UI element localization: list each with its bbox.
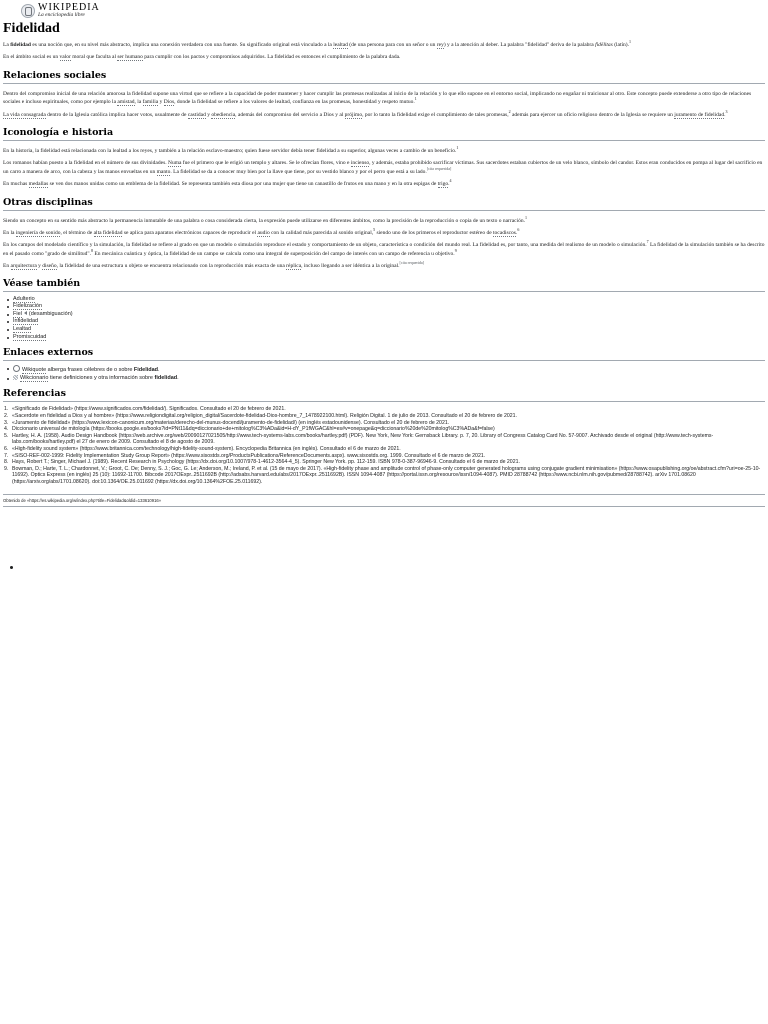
text-run: . La fidelidad se da a conocer muy bien por la llave que tiene, por su vestido blanco y por el perro que está a su lado. — [170, 168, 427, 175]
wiki-link[interactable]: trigo — [437, 181, 449, 188]
article-body — [3, 41, 765, 507]
reference-item — [4, 452, 765, 460]
text-run: Dentro del compromiso inicial de una relación amorosa la fidelidad supone una virtud que se refiere a la capacidad de poder mantener y hacer cumplir las promesas realizadas al inicio de la relación y lo que ello supone en el entorno social, implicando no engañar ni traicionar al otro. Este concepto puede extenderse a otro tipo de relaciones sociales e incluso espirituales, como por ejemplo la — [3, 90, 752, 106]
see-also-link[interactable]: Fiel — [13, 310, 22, 317]
text-run: se ven dos manos unidas como un emblema de la fidelidad. Se representa también esta diosa por una mujer que tiene un canastillo de frutos en una mano y en la otra espigas de — [48, 181, 438, 188]
wiki-link[interactable]: La vida consagrada — [3, 111, 46, 118]
reference-mark[interactable]: 4 — [449, 178, 452, 184]
wiki-link[interactable]: réplica — [286, 263, 302, 270]
text-run: En muchas — [3, 181, 29, 188]
reference-number: 8. — [4, 459, 9, 466]
reference-mark[interactable]: 6 — [517, 227, 520, 233]
wikiquote-icon — [13, 365, 20, 372]
external-bold: fidelidad — [154, 374, 178, 381]
reference-item — [4, 459, 765, 466]
reference-mark[interactable]: 2 — [508, 108, 511, 114]
reference-number: 1. — [4, 406, 9, 413]
citation-needed[interactable]: [cita requerida] — [399, 260, 425, 266]
external-link-item — [13, 365, 765, 375]
reference-item — [4, 413, 765, 420]
page-title: Fidelidad — [3, 21, 60, 36]
section-heading: Relaciones sociales — [3, 70, 765, 84]
reference-number: 7. — [4, 452, 9, 459]
see-also-link[interactable]: Adulterio — [13, 295, 35, 302]
see-also-heading: Véase también — [3, 278, 765, 292]
citation-needed[interactable]: [cita requerida] — [426, 166, 452, 172]
text-run: En la — [3, 230, 16, 237]
section-paragraph — [3, 262, 765, 270]
text-run: fue el primero que le erigió un templo y altares. Se le ofrecían flores, vino e — [181, 160, 351, 167]
reference-text[interactable]: Hartley, H. A. (1958). Audio Design Handbook (https://web.archive.org/web/20090127021505/http://www.tech-systems-labs.com/books/hartley.pdf) (PDF). New York, New York: Gernsback Library. p. 7, 20. Library of Congress Catalog Card No. 57-9007. Archivado desde el original (http://www.tech-systems-labs.com/books/hartley.pdf) el 27 de enero de 2009. Consultado el 8 de agosto de 2009. — [12, 432, 714, 446]
reference-mark[interactable]: 3 — [725, 108, 728, 114]
text-run: . — [448, 181, 450, 188]
external-bold: Fidelidad — [133, 367, 159, 374]
see-also-item — [13, 326, 765, 334]
external-end: . — [177, 374, 179, 381]
section-paragraph — [3, 241, 765, 258]
logo-tagline: La enciclopedia libre — [38, 12, 85, 18]
text-run: siendo uno de los primeros el reproductor estéreo de — [375, 230, 494, 237]
text-run: , la — [134, 99, 143, 106]
reference-mark[interactable]: 1 — [525, 214, 528, 220]
reference-item — [4, 465, 765, 486]
text-run: En — [3, 263, 11, 270]
text-run: ) y a la atención al deber. La palabra "fidelidad" deriva de la palabra — [443, 42, 596, 48]
text-run: , el término de — [60, 230, 94, 237]
text-run: , por lo tanto la fidelidad exige el cumplimiento de tales promesas, — [362, 111, 509, 118]
see-also-item — [13, 334, 765, 342]
text-run: . — [724, 111, 726, 118]
reference-item — [4, 426, 765, 433]
wikipedia-globe-icon — [21, 4, 35, 18]
reference-number: 5. — [4, 432, 9, 439]
wiki-link[interactable]: juramento de fidelidad — [674, 111, 725, 118]
section-heading: Iconología e historia — [3, 127, 765, 141]
reference-mark[interactable]: 7 — [646, 239, 649, 245]
external-links-list — [3, 365, 765, 382]
section-heading: Otras disciplinas — [3, 197, 765, 211]
text-run: moral que faculta al — [70, 54, 118, 61]
see-also-item — [13, 318, 765, 326]
wiki-link[interactable]: diseño — [42, 263, 57, 270]
wiki-link[interactable]: Numa — [167, 160, 182, 167]
reference-number: 2. — [4, 413, 9, 420]
external-link[interactable]: Wikcionario — [20, 374, 49, 381]
reference-number: 4. — [4, 426, 9, 433]
reference-text[interactable]: «High-fidelity sound system» (https://www.britannica.com/technology/high-fidelity-sound-system). Encyclopedia Britannica (en inglés). Consultado el 6 de marzo de 2021. — [12, 446, 401, 452]
reference-mark[interactable]: 1 — [414, 96, 417, 102]
text-run: y — [158, 99, 164, 106]
text-run: En el ámbito social es un — [3, 54, 60, 61]
wiki-link[interactable]: incienso — [350, 160, 370, 167]
text-run: , incluso llegando a ser idéntica a la original. — [301, 263, 400, 270]
section-paragraph — [3, 108, 765, 119]
text-run: En la historia, la fidelidad está relacionada con la lealtad a los reyes, y también a la relación esclavo-maestro; quien fuese servidor debía tener fidelidad a su superior, algunas veces a cambio de un beneficio. — [3, 148, 457, 155]
section-paragraph — [3, 229, 765, 237]
external-link[interactable]: Wikiquote — [22, 367, 47, 374]
text-run: y — [36, 263, 43, 270]
reference-text[interactable]: Hays, Robert T.; Singer, Michael J. (1989). Recent Research in Psychology (https://dx.doi.org/10.1007/978-1-4612-3564-4_5). Springer New York. pp. 112-159. ISBN 978-0-387-96946-9. Consultado el 6 de marzo de 2021. — [12, 459, 520, 466]
section-paragraph — [3, 180, 765, 188]
text-run: Siendo un concepto en su sentido más abstracto la permanencia inmutable de una palabra o cosa considerada cierta, la expresión puede utilizarse en diferentes ámbitos, como la precisión de la reproducción o copia de un texto o narración. — [3, 217, 526, 224]
external-links-heading: Enlaces externos — [3, 347, 765, 361]
text-run: (de una persona para con un señor o un — [347, 42, 437, 48]
external-link-item — [13, 375, 765, 383]
see-also-link[interactable]: Promiscuidad — [13, 333, 47, 340]
wiki-link[interactable]: valor — [59, 54, 71, 61]
text-run: En mecánica cuántica y óptica, la fidelidad de un campo se calcula como una integral de superposición del campo de interés con un campo de referencia u objetivo. — [93, 250, 455, 257]
spacer — [3, 486, 765, 494]
reference-text[interactable]: «Sacerdote en fidelidad a Dios y al hombre» (https://www.religiondigital.org/religion_digital/Sacerdote-fidelidad-Dios-hombre_7_1478922100.html). Religión Digital. 1 de julio de 2013. Consultado el 20 de febrero de 2021. — [12, 413, 517, 420]
reference-number: 6. — [4, 446, 9, 452]
text-run: Los romanos habían puesto a la fidelidad en el número de sus divinidades. — [3, 160, 168, 167]
text-run: . — [515, 230, 518, 237]
text-run: además para ejercer un oficio religioso dentro de la Iglesia se requiere un — [510, 111, 675, 118]
wiki-link[interactable]: familia — [142, 99, 159, 106]
text-run: , además del compromiso del servicio a Dios y al — [235, 111, 345, 118]
speaker-icon — [24, 311, 27, 315]
reference-mark[interactable]: 9 — [454, 248, 457, 254]
references-list — [3, 406, 765, 485]
wiki-link[interactable]: prójimo — [344, 111, 363, 118]
reference-mark[interactable]: 5 — [373, 227, 376, 233]
external-text: alberga frases célebres de o sobre — [46, 367, 134, 374]
logo-wordmark: WIKIPEDIA — [38, 2, 100, 13]
italic-term: fidēlitas — [595, 42, 613, 48]
wiki-link[interactable]: ingeniería de sonido — [15, 230, 61, 237]
reference-item — [4, 406, 765, 413]
wiki-link[interactable]: Dios — [163, 99, 175, 106]
text-run: dentro de la Iglesia católica implica hacer votos, usualmente de — [45, 111, 188, 118]
wiki-link[interactable]: alta fidelidad — [93, 230, 123, 237]
bold-term: fidelidad — [10, 42, 31, 48]
see-also-item — [13, 303, 765, 311]
reference-mark[interactable]: 8 — [91, 248, 94, 254]
reference-mark[interactable]: 1 — [456, 145, 459, 151]
reference-number: 9. — [4, 465, 9, 472]
wikcionario-icon — [13, 375, 18, 380]
wiki-link[interactable]: audio — [257, 230, 270, 237]
text-run: y — [205, 111, 212, 118]
wiki-link[interactable]: amistad — [117, 99, 135, 106]
text-run: En los campos del modelado científico y la simulación, la fidelidad se refiere al grado en que un modelo o simulación reproduce el estado y comportamiento de un objeto, característica o condición del mundo real. La fidelidad es, por tanto, una medida del realismo de un modelo o simulación. — [3, 242, 647, 249]
reference-item — [4, 419, 765, 427]
text-run: , donde la fidelidad se refiere a los valores de lealtad, confianza en las promesas, honestidad y respeto mutuo. — [174, 99, 415, 106]
section-paragraph — [3, 90, 765, 107]
text-run: (latín). — [612, 42, 630, 48]
see-also-item — [13, 311, 765, 319]
text-run: se aplica para aparatos electrónicos capaces de reproducir el — [122, 230, 258, 237]
see-also-item — [13, 296, 765, 304]
reference-text[interactable]: «Juramento de fidelidad» (https://www.lexicon-canonicum.org/materias/derecho-del-munus-docendi/juramento-de-fidelidad/) (en inglés estadounidense). Consultado el 20 de febrero de 2021. — [12, 419, 450, 426]
wiki-link[interactable]: tocadiscos — [493, 230, 516, 237]
references-heading: Referencias — [3, 388, 765, 402]
intro-paragraph — [3, 41, 765, 49]
bottom-bullet — [10, 566, 13, 569]
text-run: , la fidelidad de una estructura u objeto se encuentra relacionado con la reproducción más exacta de una — [56, 263, 287, 270]
see-also-link[interactable]: Lealtad — [13, 326, 32, 333]
wiki-link[interactable]: lealtad — [333, 42, 348, 48]
see-also-list — [3, 296, 765, 342]
reference-text[interactable]: Bowman, D.; Harte, T. L.; Chardonnet, V.; Groot, C. De; Denny, S. J.; Goc, G. Le; Anderson, M.; Ireland, P. et al. (15 de mayo de 2017). «High-fidelity phase and amplitude control of phase-only computer generated holograms using conjugate gradient minimisation» (https://www.osapublishing.org/oe/abstract.cfm?uri=oe-25-10-11692). Optics Express (en inglés) 25 (10): 11692-11700. Bibcode 2017OExpr..2511692B (http://adsabs.harvard.edu/abs/2017OExpr..2511692B). ISSN 1094-4087 (https://portal.issn.org/resource/issn/1094-4087). PMID 28788742 (https://www.ncbi.nlm.nih.gov/pubmed/28788742). arXiv 1701.08620 (https://arxiv.org/abs/1701.08620). doi:10.1364/OE.25.011692 (https://dx.doi.org/10.1364%2FOE.25.011692). — [12, 465, 761, 485]
wiki-link[interactable]: arquitectura — [10, 263, 37, 270]
reference-mark[interactable]: 1 — [629, 39, 632, 45]
intro-paragraph — [3, 53, 765, 61]
section-paragraph — [3, 147, 765, 155]
reference-item — [4, 446, 765, 453]
section-paragraph — [3, 214, 765, 225]
text-run: , y además, estaba prohibido sacrificar víctimas. Sus sacerdotes estaban cubiertos de un velo blanco, símbolo del candor. Estos eran conducidos en pompa al lugar del sacrificio en un carro a manera de arco, con la cabeza y las manos envueltas en un — [3, 160, 763, 175]
wiki-link[interactable]: castidad — [187, 111, 206, 118]
reference-item — [4, 432, 765, 446]
reference-number: 3. — [4, 419, 9, 426]
see-also-link[interactable]: Infidelidad — [13, 318, 39, 325]
see-also-link[interactable]: Fidelización — [13, 303, 43, 310]
wiki-link[interactable]: medallas — [28, 181, 49, 188]
reference-text[interactable]: «Significado de Fidelidad» (https://www.significados.com/fidelidad/). Significados. Consultado el 20 de febrero de 2021. — [12, 406, 286, 413]
wiki-link[interactable]: manto — [156, 168, 171, 175]
wiki-link[interactable]: ser humano — [117, 54, 143, 61]
text-run: para cumplir con los pactos y compromisos adquiridos. La fidelidad es entonces el cumplimiento de la palabra dada. — [142, 54, 401, 61]
reference-text[interactable]: Diccionario universal de mitología (https://books.google.es/books?id=PNt11&dq=diccionario+de+mitolog%C3%ADa&id=H-dY_P1fWGAC&hl=es#v=onepage&q=diccionario%20de%20mitolog%C3%ADa&f=false) — [12, 426, 495, 433]
section-paragraph — [3, 159, 765, 176]
wiki-link[interactable]: rey — [436, 42, 444, 48]
text-run: es una noción que, en su nivel más abstracto, implica una conexión verdadera con una fuente. Su significado original está vinculado a la — [30, 42, 334, 48]
external-text: tiene definiciones y otra información sobre — [48, 374, 155, 381]
disambiguation-label: (desambiguación) — [28, 310, 73, 317]
text-run: La fidelidad de la simulación también se ha descrito en el pasado como "grado de similitud". — [3, 242, 765, 257]
reference-text[interactable]: «SISO-REF-002-1999: Fidelity Implementation Study Group Report» (https://www.sisostds.org/ProductsPublications/ReferenceDocuments.aspx). www.sisostds.org. 1999. Consultado el 6 de marzo de 2021. — [12, 452, 486, 459]
text-run: con la calidad más parecida al sonido original, — [269, 230, 374, 237]
footer-divider — [3, 506, 765, 507]
text-run: La — [3, 42, 11, 48]
retrieved-from[interactable]: Obtenido de «https://es.wikipedia.org/w/index.php?title=Fidelidad&oldid=133610916» — [3, 497, 162, 503]
external-end: . — [158, 367, 160, 374]
wiki-link[interactable]: obediencia — [211, 111, 236, 118]
wikipedia-logo[interactable] — [21, 3, 100, 19]
